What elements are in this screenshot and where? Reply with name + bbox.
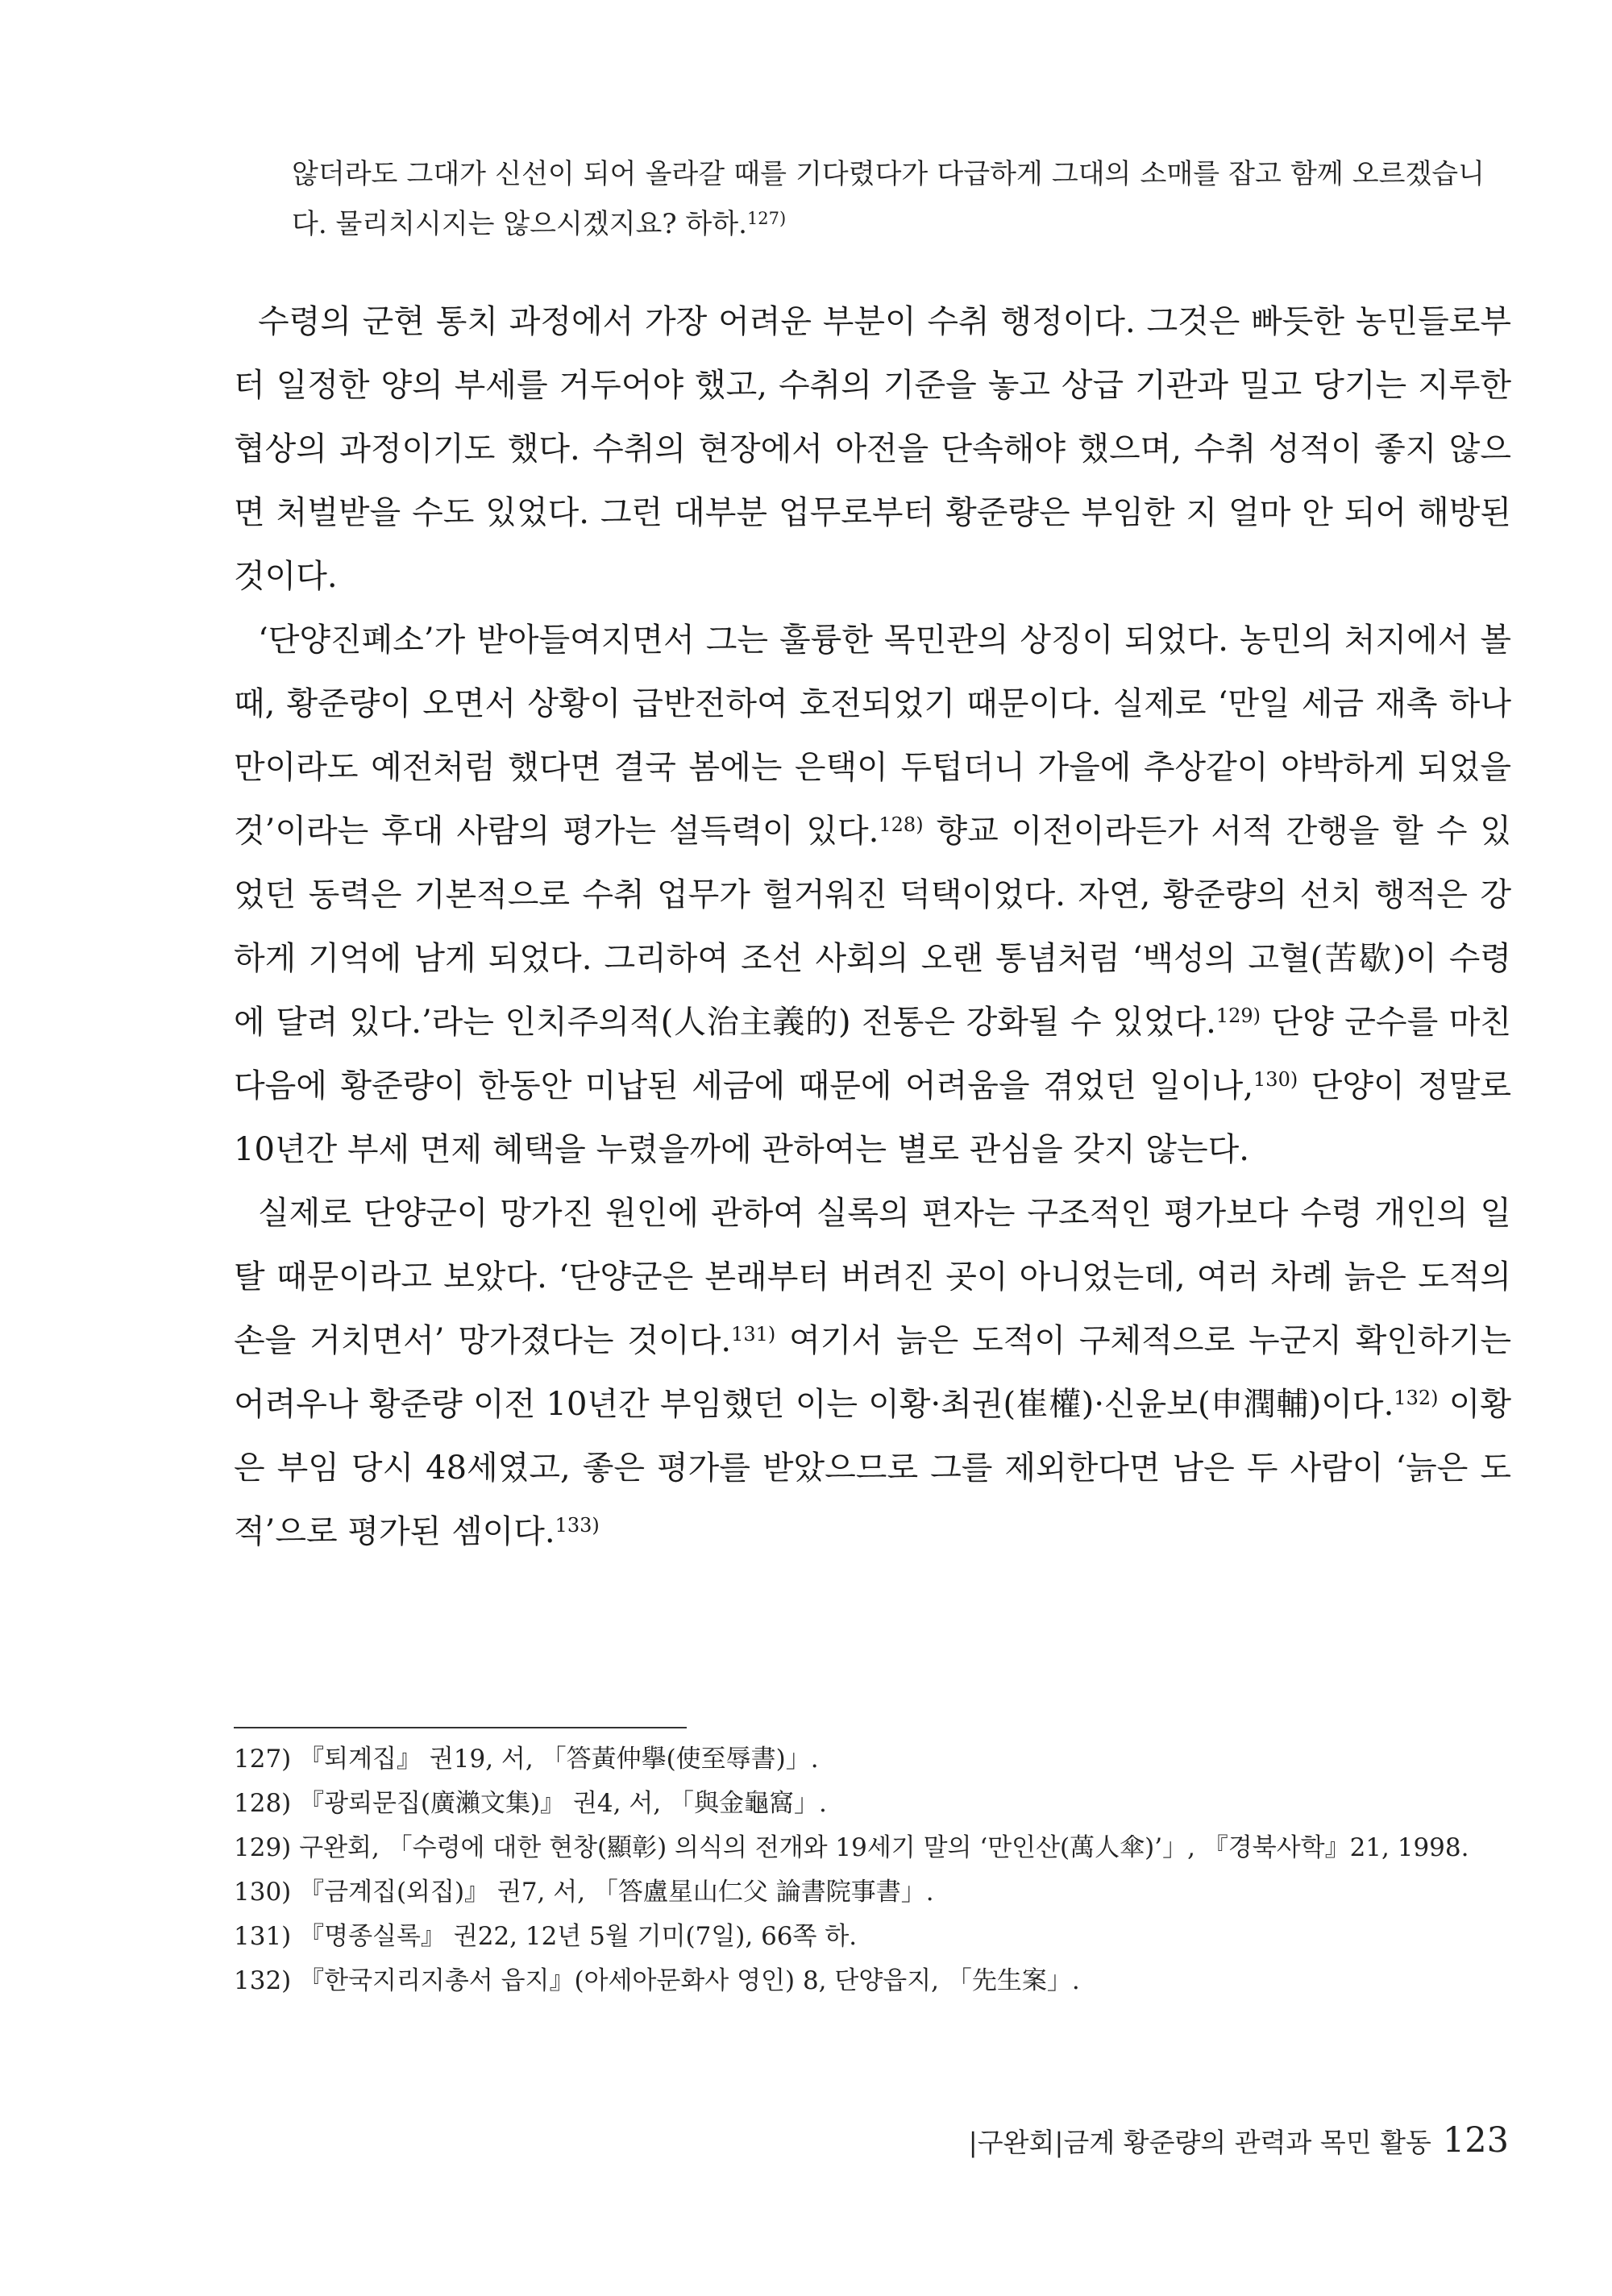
body-text — [234, 290, 1511, 1564]
paragraph-text: 단양 군수를 마친 다음에 황준량이 한동안 미납된 세금에 때문에 어려움을 겪었던 일이나, — [234, 1004, 1511, 1104]
footnote-130: 130) 『금계집(외집)』 권7, 서, 「答盧星山仁父 論書院事書」. — [234, 1878, 934, 1907]
paragraph-text: 단양이 정말로 10년간 부세 면제 혜택을 누렸을까에 관하여는 별로 관심을 갖지 않는다. — [234, 1067, 1511, 1168]
paragraph — [234, 609, 1511, 1182]
footnote-ref: 129) — [1215, 1004, 1261, 1027]
page-number: 123 — [1442, 2120, 1509, 2161]
paragraph-text: ‘단양진폐소’가 받아들여지면서 그는 훌륭한 목민관의 상징이 되었다. 농민의 처지에서 볼 때, 황준량이 오면서 상황이 급반전하여 호전되었기 때문이다. 실제로 ‘만일 세금 재촉 하나만이라도 예전처럼 했다면 결국 봄에는 은택이 두텁더니 가을에 추상같이 야박하게 되었을 것’이라는 후대 사람의 평가는 설득력이 있다. — [234, 622, 1511, 850]
footnote-ref: 130) — [1253, 1068, 1298, 1091]
footnote-ref: 131) — [731, 1323, 776, 1346]
footnote-127: 127) 『퇴계집』 권19, 서, 「答黃仲擧(使至辱書)」. — [234, 1745, 819, 1774]
footnote-separator — [234, 1727, 687, 1728]
footnote-ref: 128) — [879, 813, 924, 836]
paragraph-text: 향교 이전이라든가 서적 간행을 할 수 있었던 동력은 기본적으로 수취 업무가 헐거워진 덕택이었다. 자연, 황준량의 선치 행적은 강하게 기억에 남게 되었다. 그리하여 조선 사회의 오랜 통념처럼 ‘백성의 고혈(苦歇)이 수령에 달려 있다.’라는 인치주의적(人治主義的) 전통은 강화될 수 있었다. — [234, 813, 1511, 1041]
paragraph-text: 여기서 늙은 도적이 구체적으로 누군지 확인하기는 어려우나 황준량 이전 10년간 부임했던 이는 이황·최권(崔權)·신윤보(申潤輔)이다. — [234, 1322, 1511, 1423]
paragraph — [234, 290, 1511, 609]
footnote-128: 128) 『광뢰문집(廣瀨文集)』 권4, 서, 「與金龜窩」. — [234, 1789, 827, 1818]
running-footer — [969, 2120, 1509, 2161]
footnote-131: 131) 『명종실록』 권22, 12년 5월 기미(7일), 66쪽 하. — [234, 1922, 858, 1951]
footnotes — [234, 1740, 1511, 2006]
footnote-129: 129) 구완회, 「수령에 대한 현창(顯彰) 의식의 전개와 19세기 말의 ‘만인산(萬人傘)’」, 『경북사학』21, 1998. — [234, 1833, 1469, 1862]
footnote-ref: 133) — [555, 1514, 600, 1537]
paragraph-text: 수령의 군현 통치 과정에서 가장 어려운 부분이 수취 행정이다. 그것은 빠듯한 농민들로부터 일정한 양의 부세를 거두어야 했고, 수취의 기준을 놓고 상급 기관과 밀고 당기는 지루한 협상의 과정이기도 했다. 수취의 현장에서 아전을 단속해야 했으며, 수취 성적이 좋지 않으면 처벌받을 수도 있었다. 그런 대부분 업무로부터 황준량은 부임한 지 얼마 안 되어 해방된 것이다. — [234, 303, 1511, 595]
footnote-ref: 127) — [746, 209, 787, 228]
paragraph-text: 이황은 부임 당시 48세였고, 좋은 평가를 받았으므로 그를 제외한다면 남은 두 사람이 ‘늙은 도적’으로 평가된 셈이다. — [234, 1386, 1511, 1550]
paragraph — [234, 1182, 1511, 1564]
running-header-text: |구완회|금계 황준량의 관력과 목민 활동 — [968, 2127, 1431, 2158]
quote-text: 않더라도 그대가 신선이 되어 올라갈 때를 기다렸다가 다급하게 그대의 소매를 잡고 함께 오르겠습니다. 물리치시지는 않으시겠지요? 하하. — [292, 158, 1485, 240]
block-quote — [292, 149, 1485, 249]
footnote-ref: 132) — [1394, 1387, 1439, 1409]
footnote-132: 132) 『한국지리지총서 읍지』(아세아문화사 영인) 8, 단양읍지, 「先生案」. — [234, 1966, 1080, 1995]
paragraph-text: 실제로 단양군이 망가진 원인에 관하여 실록의 편자는 구조적인 평가보다 수령 개인의 일탈 때문이라고 보았다. ‘단양군은 본래부터 버려진 곳이 아니었는데, 여러 차례 늙은 도적의 손을 거치면서’ 망가졌다는 것이다. — [234, 1195, 1511, 1359]
